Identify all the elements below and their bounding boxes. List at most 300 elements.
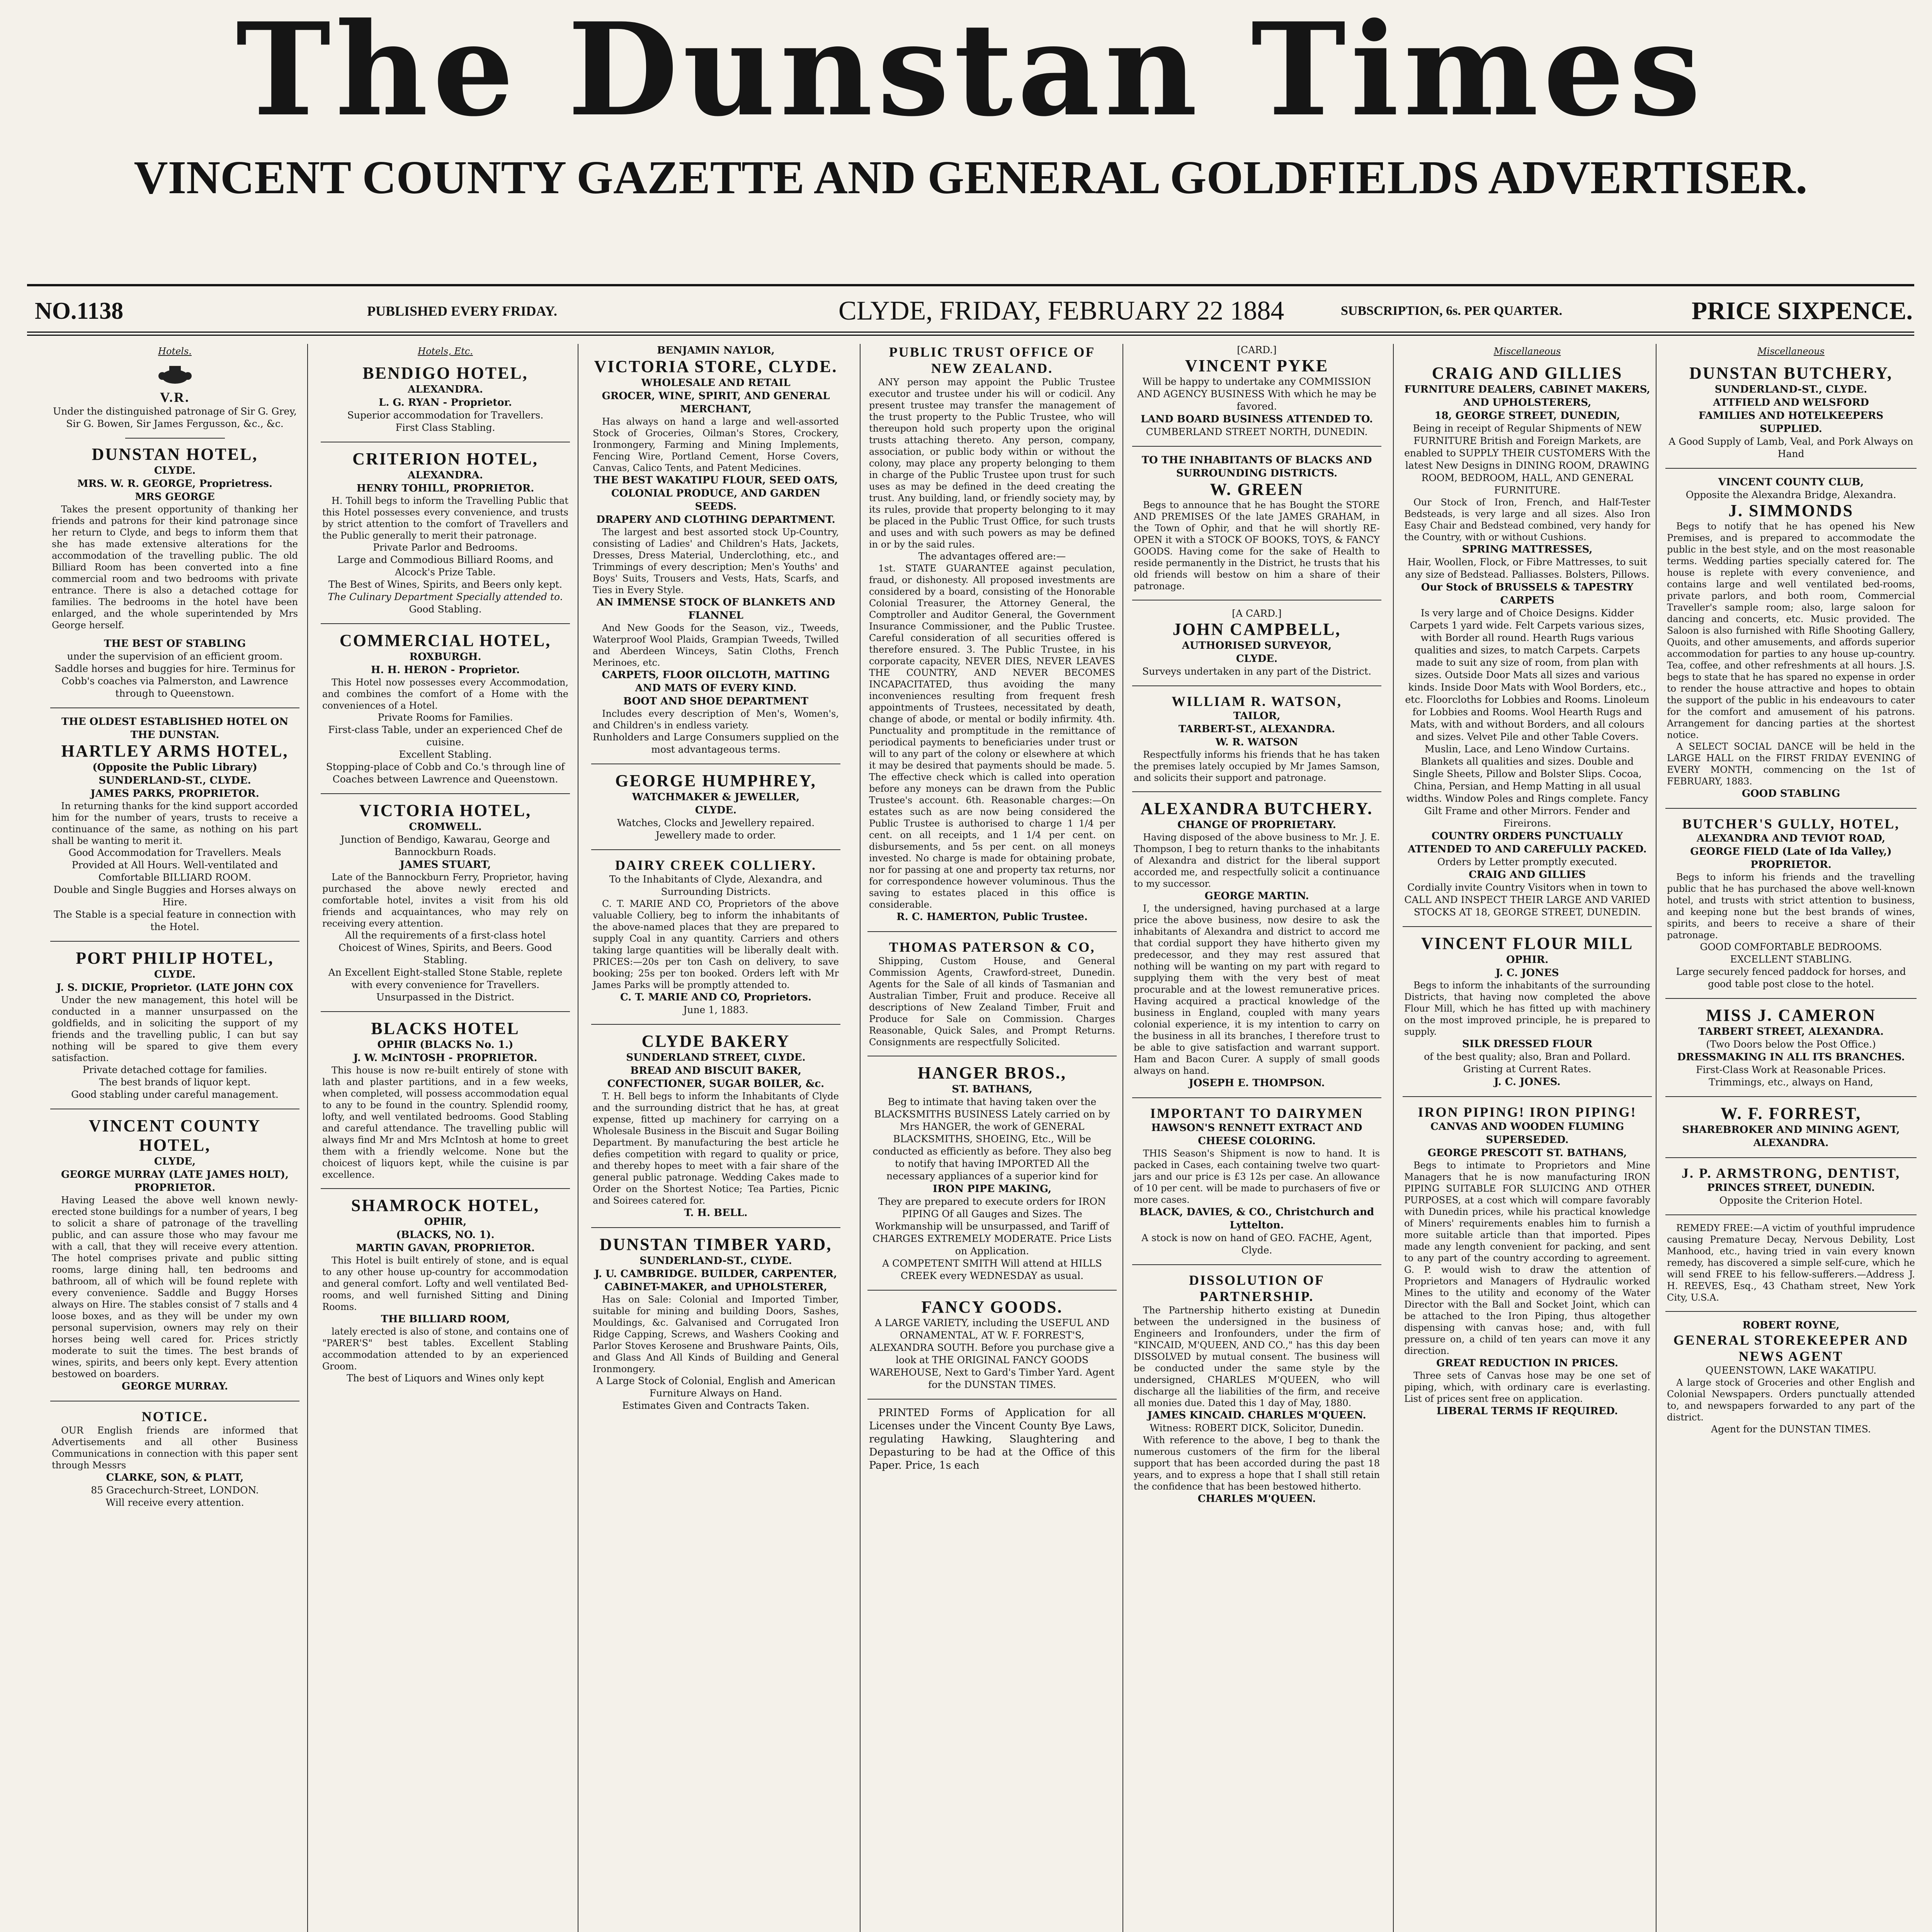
ad-title: THOMAS PATERSON & CO,	[889, 939, 1095, 955]
ad-signature: BLACK, DAVIES, & CO., Christchurch and Lyttelton.	[1139, 1206, 1374, 1231]
ad-body: Stopping-place of Cobb and Co.'s through line of Coaches between Lawrence and Queenstown.	[326, 761, 565, 785]
ad-proprietor: HENRY TOHILL, PROPRIETOR.	[356, 483, 534, 494]
ad-body: The Best of Wines, Spirits, and Beers only kept.	[328, 579, 563, 590]
newspaper-title: The Dunstan Times	[236, 0, 1706, 145]
ad-robert-royne	[1667, 1319, 1915, 1435]
ad-subheading: TAILOR,	[1233, 710, 1281, 722]
ad-body: An Excellent Eight-stalled Stone Stable, replete with every convenience for Travellers. Unsurpassed in the District.	[328, 967, 563, 1003]
ad-body: And New Goods for the Season, viz., Tweeds, Waterproof Wool Plaids, Grampian Tweeds, Twilled and Aberdeen Winceys, Satin Cloths, French Merinoes, etc.	[593, 622, 839, 668]
ad-body: Jewellery made to order.	[655, 830, 776, 841]
ad-subheading: SILK DRESSED FLOUR	[1462, 1038, 1592, 1050]
ad-body: First-Class Work at Reasonable Prices.	[1696, 1064, 1886, 1075]
ad-body: (Two Doors below the Post Office.)	[1706, 1039, 1876, 1050]
ad-subheading: THE BEST WAKATIPU FLOUR, SEED OATS, COLONIAL PRODUCE, AND GARDEN SEEDS.	[594, 474, 838, 512]
separator	[1665, 998, 1917, 999]
separator	[1403, 1096, 1652, 1097]
ad-proprietor: J. SIMMONDS	[1728, 501, 1854, 520]
ad-body: Having Leased the above well known newly-erected stone buildings for a number of years, I beg to solicit a share of patronage of the travelling public, and can assure those who may favour me with a call, that they will receive every attention. The hotel comprises private and public sitting rooms, large dining hall, ten bedrooms and bathroom, all of which will be found replete with every convenience. Saddle and Buggy Horses always on Hire. The stables consist of 7 stalls and 4 loose boxes, and as they will be under my own personal supervision, owners may rely on their horses being well cared for. Prices strictly moderate to suit the times. The best brands of wines, spirits, and beers only kept. Every attention bestowed on boarders.	[52, 1195, 298, 1379]
column-3	[591, 344, 840, 1932]
ad-place: SUNDERLAND-ST., CLYDE.	[1714, 384, 1867, 395]
ad-body: Will receive every attention.	[105, 1497, 244, 1508]
ad-place: SUNDERLAND-ST., CLYDE.	[639, 1255, 792, 1267]
ad-title: IMPORTANT TO DAIRYMEN	[1150, 1105, 1364, 1121]
ad-title: CRITERION HOTEL,	[352, 449, 538, 468]
ad-proprietor: JAMES PARKS, PROPRIETOR.	[90, 788, 259, 799]
ad-proprietor: MRS. W. R. GEORGE, Proprietress.	[77, 478, 273, 490]
column-1	[50, 344, 299, 1932]
ad-body: 1st. STATE GUARANTEE against peculation, fraud, or dishonesty. All proposed investments are considered by a board, consisting of the Honorable Colonial Treasurer, the Attorney General, the Comptroller and Auditor General, the Government Insurance Commissioner, and the Public Trustee. Careful consideration of all securities offered is therefore ensured. 3. The Public Trustee, in his corporate capacity, NEVER DIES, NEVER LEAVES THE COUNTRY, AND NEVER BECOMES INCAPACITATED, thus avoiding the many inconveniences resulting from frequent fresh appointments of Trustees, necessitated by death, change of abode, or mental or bodily infirmity. 4th. Punctuality and promptitude in the remittance of periodical payments to beneficiaries under trust or will to any part of the colony or elsewhere at which it may be desired that payments should be made. 5. The effective check which is called into operation before any moneys can be drawn from the Public Trustee's account. 6th. Reasonable charges:—On estates such as are now being considered the Public Trustee is authorised to charge 1 1/4 per cent. on all receipts, and 1 1/4 per cent. on disbursements, and 5s per cent. on all moneys invested. No charge is made for obtaining probate, nor for passing at one and property tax returns, nor for correspondence however voluminous. Thus the saving to estates placed in this office is considerable.	[869, 563, 1115, 910]
ad-bendigo-hotel	[322, 364, 568, 434]
ad-title: JOHN CAMPBELL,	[1172, 620, 1341, 639]
ad-title: VINCENT COUNTY CLUB,	[1718, 476, 1864, 488]
ad-dunstan-butchery	[1667, 364, 1915, 460]
ad-title: J. P. ARMSTRONG, DENTIST,	[1681, 1165, 1901, 1181]
ad-title: VICTORIA STORE, CLYDE.	[594, 357, 838, 376]
ad-place: (Opposite the Public Library) SUNDERLAND-ST., CLYDE.	[92, 762, 257, 786]
ad-body: A stock is now on hand of GEO. FACHE, Agent, Clyde.	[1141, 1232, 1372, 1256]
ad-place: TARBERT-ST., ALEXANDRA.	[1178, 723, 1335, 735]
price: PRICE SIXPENCE.	[1691, 297, 1913, 325]
ad-iron-piping	[1404, 1104, 1650, 1418]
ad-place: TARBERT STREET, ALEXANDRA.	[1698, 1026, 1884, 1037]
column-5	[1132, 344, 1381, 1932]
ad-body: Cordially invite Country Visitors when in town to CALL AND INSPECT THEIR LARGE AND VARIED STOCKS AT 18, GEORGE STREET, DUNEDIN.	[1404, 882, 1650, 918]
ad-body: Choicest of Wines, Spirits, and Beers. Good Stabling.	[338, 942, 552, 966]
ad-place: CLYDE.	[1236, 653, 1278, 665]
ad-body: Includes every description of Men's, Women's, and Children's in endless variety.	[593, 708, 839, 731]
ad-body: The advantages offered are:—	[918, 551, 1066, 562]
ad-dentist	[1667, 1165, 1915, 1207]
ad-dunstan-timber-yard	[593, 1235, 839, 1412]
ad-body: Being in receipt of Regular Shipments of NEW FURNITURE British and Foreign Markets, are enabled to SUPPLY THEIR CUSTOMERS With the latest New Designs in DINING ROOM, DRAWING ROOM, BEDROOM, HALL, AND GENERAL FURNITURE.	[1404, 423, 1650, 496]
column-6	[1403, 344, 1652, 1932]
separator	[50, 941, 299, 942]
column-divider	[307, 344, 308, 1932]
ad-address: PRINCES STREET, DUNEDIN.	[1707, 1182, 1875, 1194]
separator	[1403, 926, 1652, 927]
ad-body: Surveys undertaken in any part of the District.	[1142, 666, 1371, 677]
ad-body: Is very large and of Choice Designs. Kidder Carpets 1 yard wide. Felt Carpets various sizes, with Border all round. Hearth Rugs various qualities and sizes, to match Carpets. Carpets made to suit any size of room, from plan with sizes. Outside Door Mats all sizes and various kinds. Inside Door Mats with Wool Borders, etc., etc. Floorcloths for Lobbies and Rooms. Linoleum for Lobbies and Rooms. Wool Hearth Rugs and Mats, with and without Borders, and all colours and sizes. Velvet Pile and other Table Covers. Muslin, Lace, and Leno Window Curtains. Blankets all qualities and sizes. Double and Single Sheets, Pillow and Bolster Slips. Cocoa, China, Persian, and Hemp Matting in all usual widths. Window Poles and Rings complete. Fancy Gilt Frame and other Mirrors. Fender and Fireirons.	[1405, 607, 1650, 829]
ad-title: BENDIGO HOTEL,	[362, 364, 528, 383]
ad-subheading: CLARKE, SON, & PLATT,	[106, 1472, 244, 1483]
ad-body: Estimates Given and Contracts Taken.	[622, 1400, 810, 1411]
ad-blacks-hotel	[322, 1019, 568, 1180]
ad-body: A Large Stock of Colonial, English and American Furniture Always on Hand.	[596, 1375, 836, 1399]
ad-body: under the supervision of an efficient groom. Saddle horses and buggies for hire. Terminus for Cobb's coaches via Palmerston, and Lawrence through to Queenstown.	[54, 651, 295, 699]
ad-proprietor: J. W. McINTOSH - PROPRIETOR.	[353, 1052, 537, 1064]
ad-title: DAIRY CREEK COLLIERY.	[615, 857, 816, 873]
ad-subheading: BREAD AND BISCUIT BAKER, CONFECTIONER, SUGAR BOILER, &c.	[607, 1065, 825, 1090]
ad-body: A SELECT SOCIAL DANCE will be held in the LARGE HALL on the FIRST FRIDAY EVENING of EVERY MONTH, commencing on the 1st of FEBRUARY, 1883.	[1667, 741, 1915, 787]
ad-proprietor: J. U. CAMBRIDGE. BUILDER, CARPENTER, CABINET-MAKER, and UPHOLSTERER,	[594, 1268, 837, 1293]
ad-body: Has on Sale: Colonial and Imported Timber, suitable for mining and building Doors, Sashes, Mouldings, &c. Galvanised and Corrugated Iron Ridge Capping, Screws, and Washers Cooking and Parlor Stoves Kerosene and Brushware Paints, Oils, and Glass And All Kinds of Building and General Ironmongery.	[593, 1294, 839, 1374]
ad-subheading: GROCER, WINE, SPIRIT, AND GENERAL MERCHANT,	[602, 390, 830, 415]
separator	[1665, 468, 1917, 469]
newspaper-subtitle: VINCENT COUNTY GAZETTE AND GENERAL GOLDFIELDS ADVERTISER.	[134, 151, 1808, 204]
ad-body: REMEDY FREE:—A victim of youthful imprudence causing Premature Decay, Nervous Debility, Lost Manhood, etc., having tried in vain every known remedy, has discovered a simple self-cure, which he will send FREE to his fellow-sufferers.—Address J. H. REEVES, Esq., 43 Chatham street, New York City, U.S.A.	[1667, 1223, 1915, 1303]
ad-fancy-goods	[869, 1298, 1115, 1391]
ad-title: VINCENT PYKE	[1185, 356, 1329, 375]
ad-date: June 1, 1883.	[683, 1004, 748, 1015]
ad-body: First Class Stabling.	[395, 422, 495, 433]
ad-title: FANCY GOODS.	[921, 1298, 1063, 1316]
ad-subheading: CARPETS, FLOOR OILCLOTH, MATTING AND MATS OF EVERY KIND.	[602, 669, 830, 694]
ad-title: HANGER BROS.,	[918, 1063, 1066, 1082]
ad-place: ALEXANDRA.	[408, 384, 483, 395]
ad-title: DUNSTAN HOTEL,	[92, 445, 258, 464]
ad-body: Private detached cottage for families.	[82, 1064, 267, 1075]
ad-title: DUNSTAN BUTCHERY,	[1689, 364, 1893, 383]
separator	[867, 1399, 1117, 1400]
ad-title: VINCENT FLOUR MILL	[1421, 934, 1634, 953]
ad-subheading: WATCHMAKER & JEWELLER,	[632, 791, 800, 803]
column-heading: Miscellaneous	[1757, 346, 1825, 357]
ad-proprietor: J. C. JONES	[1495, 967, 1559, 979]
ad-body: Double and Single Buggies and Horses always on Hire.	[53, 884, 296, 908]
ad-body: Begs to inform his friends and the travelling public that he has purchased the above well-known hotel, and trusts with strict attention to business, and keeping none but the best brands of wines, spirits, and beers to receive a share of their patronage.	[1667, 872, 1915, 940]
column-heading: Hotels.	[158, 346, 192, 357]
ad-port-philip	[52, 949, 298, 1101]
ad-subheading: LAND BOARD BUSINESS ATTENDED TO.	[1140, 413, 1373, 425]
separator	[1132, 1097, 1381, 1098]
separator	[125, 438, 225, 439]
ad-body: Witness: ROBERT DICK, Solicitor, Dunedin.	[1150, 1422, 1364, 1434]
ad-subheading: THE BEST OF STABLING	[104, 638, 246, 650]
ad-subheading: DRAPERY AND CLOTHING DEPARTMENT.	[596, 514, 835, 526]
ad-place: QUEENSTOWN, LAKE WAKATIPU.	[1705, 1365, 1877, 1376]
ad-body: This Hotel is built entirely of stone, and is equal to any other house up-country for accommodation and general comfort. Lofty and well ventilated Bed-rooms, and well furnished Sitting and Dining Rooms.	[322, 1255, 568, 1312]
ad-vincent-pyke	[1134, 344, 1380, 438]
separator	[1132, 791, 1381, 792]
ad-body: Superior accommodation for Travellers.	[347, 410, 544, 421]
ad-body: This house is now re-built entirely of stone with lath and plaster partitions, and in a few weeks, when completed, will possess accommodation equal to any to be found in the country. Splendid roomy, lofty, and well ventilated bedrooms. Good Stabling and careful attendance. The travelling public will always find Mr and Mrs McIntosh at home to greet them with a friendly welcome. None but the choicest of liquors kept, while the cuisine is par excellence.	[322, 1065, 568, 1180]
ad-signature: T. H. BELL.	[684, 1207, 748, 1219]
ad-miss-cameron	[1667, 1006, 1915, 1088]
ad-body: Begs to inform the inhabitants of the surrounding Districts, that having now completed the above Flour Mill, which he has fitted up with machinery on the most improved principle, he is prepared to supply.	[1404, 980, 1650, 1037]
ad-subheading: BOOT AND SHOE DEPARTMENT	[623, 696, 808, 707]
ad-address: CUMBERLAND STREET NORTH, DUNEDIN.	[1146, 426, 1368, 437]
ad-title: HARTLEY ARMS HOTEL,	[61, 742, 289, 760]
ad-proprietor: MARTIN GAVAN, PROPRIETOR.	[355, 1242, 535, 1254]
ad-title: CLYDE BAKERY	[641, 1032, 790, 1051]
separator	[1665, 1157, 1917, 1158]
ad-proprietor: GEORGE FIELD (Late of Ida Valley,) PROPRIETOR.	[1690, 846, 1892, 871]
ad-body: of the best quality; also, Bran and Pollard. Gristing at Current Rates.	[1424, 1051, 1631, 1075]
ad-victoria-hotel	[322, 801, 568, 1003]
ad-body: The best of Liquors and Wines only kept	[347, 1372, 544, 1384]
ad-subheading: TO THE INHABITANTS OF BLACKS AND SURROUNDING DISTRICTS.	[1141, 454, 1372, 479]
ad-place: ALEXANDRA.	[408, 469, 483, 481]
ad-body: Excellent Stabling.	[399, 749, 492, 760]
ad-body: H. Tohill begs to inform the Travelling Public that this Hotel possesses every convenience, and trusts by strict attention to the comfort of Travellers and the Public generally to merit their patronage.	[322, 495, 568, 541]
ad-proprietor: JAMES STUART,	[400, 859, 491, 871]
ad-place: CLYDE.	[695, 804, 737, 816]
ad-title: COMMERCIAL HOTEL,	[339, 631, 551, 650]
ad-address: 85 Gracechurch-Street, LONDON.	[91, 1485, 259, 1496]
ad-body: In returning thanks for the kind support accorded him for the number of years, trusts to receive a continuance of the same, as nothing on his part shall be wanting to merit it.	[52, 801, 298, 846]
ad-hanger-bros	[869, 1063, 1115, 1282]
ad-remedy-free	[1667, 1222, 1915, 1303]
ad-subheading: Our Stock of BRUSSELS & TAPESTRY CARPETS	[1421, 582, 1634, 606]
vr-mark: V.R.	[160, 389, 190, 405]
ad-george-humphrey	[593, 771, 839, 842]
ad-clyde-bakery	[593, 1032, 839, 1219]
ad-body: Takes the present opportunity of thanking her friends and patrons for their kind patronage since her return to Clyde, and begs to inform them that she has made extensive alterations for the accommodation of the travelling public. The old Billiard Room has been converted into a fine commercial room and two bedrooms with private entrance. There is also a detached cottage for families. The bedrooms in the hotel have been enlarged, and the whole superintended by Mrs George herself.	[52, 504, 298, 631]
issue-number: NO.1138	[35, 298, 124, 324]
ad-body: A large stock of Groceries and other English and Colonial Newspapers. Orders punctually attended to, and newspapers forwarded to any part of the district.	[1667, 1377, 1915, 1423]
ad-body: Three sets of Canvas hose may be one set of piping, which, with ordinary care is everlasting. List of prices sent free on application.	[1404, 1370, 1650, 1404]
column-divider	[1122, 344, 1123, 1932]
ad-body: Begs to intimate to Proprietors and Mine Managers that he is now manufacturing IRON PIPING SUITABLE FOR SLUICING AND OTHER PURPOSES, at a cost which will compare favorably with Dunedin prices, while his practical knowledge of Miners' requirements enables him to furnish a more suitable article than that imported. Pipes made any length convenient for packing, and sent to any part of the country according to agreement. G. P. would wish to draw the attention of Proprietors and Managers of Hydraulic worked Mines to the utility and economy of the Water Director with the Ball and Socket Joint, which can be attached to the Iron Piping, thus altogether dispensing with canvas hose; and, with full pressure on, a child of ten years can move it any direction.	[1404, 1160, 1650, 1356]
ad-place: OPHIR.	[1506, 954, 1549, 966]
ad-title: ALEXANDRA BUTCHERY.	[1140, 799, 1373, 818]
ad-body: A LARGE VARIETY, including the USEFUL AND ORNAMENTAL, AT W. F. FORREST'S, ALEXANDRA SOUTH. Before you purchase give a look at THE ORIGINAL FANCY GOODS WAREHOUSE, Next to Gard's Timber Yard. Agent for the DUNSTAN TIMES.	[869, 1317, 1115, 1390]
ad-subheading: AUTHORISED SURVEYOR,	[1182, 640, 1332, 651]
ad-subheading: IRON PIPE MAKING,	[932, 1183, 1052, 1195]
ad-signature: W. R. WATSON	[1215, 736, 1298, 748]
ad-proprietor: ATTFIELD AND WELSFORD	[1713, 397, 1869, 408]
ad-subheading: HAWSON'S RENNETT EXTRACT AND CHEESE COLORING.	[1151, 1122, 1362, 1147]
separator	[1665, 1096, 1917, 1097]
column-4	[867, 344, 1117, 1932]
ad-body: C. T. MARIE AND CO, Proprietors of the above valuable Colliery, beg to inform the inhabitants of the above-named places that they are prepared to supply Coal in any quantity. Carriers and others taking large quantities will be liberally dealt with. PRICES:—20s per ton Cash on delivery, to save booking; 25s per ton booked. Orders left with Mr James Parks will be promptly attended to.	[593, 898, 839, 990]
ad-public-trust-office	[869, 344, 1115, 923]
ad-address: 18, GEORGE STREET, DUNEDIN,	[1434, 410, 1620, 422]
ad-signature: JOSEPH E. THOMPSON.	[1189, 1077, 1325, 1089]
ad-subheading: WHOLESALE AND RETAIL	[641, 377, 791, 389]
ad-body: Will be happy to undertake any COMMISSION AND AGENCY BUSINESS With which he may be favored.	[1137, 376, 1377, 412]
ad-body: Begs to notify that he has opened his New Premises, and is prepared to accommodate the public in the best style, and on the most reasonable terms. Wedding parties specially catered for. The house is replete with every convenience, and contains large and well ventilated bed-rooms, private parlors, and both room, Commercial Traveller's sample room; also, large saloon for dancing and concerts, etc. Music provided. The Saloon is also furnished with Rifle Shooting Gallery, Quoits, and other amusements, and affords superior accommodation for parties to any house up-country. Tea, coffee, and other refreshments at all hours. J.S. begs to state that he has spared no expense in order to render the house attractive and hopes to obtain the support of the public in his endeavours to cater for the comfort and amusement of his patrons. Arrangement for dancing parties at the shortest notice.	[1667, 521, 1915, 740]
ad-body: Good Stabling.	[409, 604, 482, 615]
ad-body: With reference to the above, I beg to thank the numerous customers of the firm for the liberal support that has been accorded during the past 18 years, and to express a hope that I shall still retain the confidence that has been bestowed hitherto.	[1134, 1435, 1380, 1492]
ad-body: The Stable is a special feature in connection with the Hotel.	[53, 909, 296, 932]
ad-place: CROMWELL.	[409, 821, 482, 833]
column-divider	[860, 344, 861, 1932]
patronage-text: Under the distinguished patronage of Sir G. Grey, Sir G. Bowen, Sir James Fergusson, &c., &c.	[53, 406, 297, 429]
separator	[50, 707, 299, 708]
ad-proprietor: GEORGE PRESCOTT ST. BATHANS,	[1427, 1147, 1627, 1159]
ad-subheading: FAMILIES AND HOTELKEEPERS SUPPLIED.	[1698, 410, 1884, 435]
separator	[591, 849, 840, 850]
ad-title: MISS J. CAMERON	[1706, 1006, 1876, 1025]
ad-body: I, the undersigned, having purchased at a large price the above business, now desire to ask the inhabitants of Alexandra and district to accord me that cordial support they have hitherto given my predecessor, and they may rest assured that nothing will be wanting on my part with regard to supplying them with the very best of meat procurable and at the lowest remunerative prices. Having acquired a practical knowledge of the business in England, coupled with many years colonial experience, it is my intention to carry on the business in all its branches, I therefore trust to be able to give satisfaction and warrant support. Ham and Bacon Curer. A supply of small goods always on hand.	[1134, 903, 1380, 1076]
ad-craig-and-gillies	[1404, 364, 1650, 918]
separator	[1132, 446, 1381, 447]
ad-body: The best brands of liquor kept.	[99, 1077, 251, 1088]
ad-important-to-dairymen	[1134, 1105, 1380, 1257]
separator	[321, 1188, 570, 1189]
ad-body: The Partnership hitherto existing at Dunedin between the undersigned in the business of Engineers and Ironfounders, under the firm of "KINCAID, M'QUEEN, AND CO.," has this day been DISSOLVED by mutual consent. The business will be conducted under the same style by the undersigned, CHARLES M'QUEEN, who will discharge all the liabilities of the firm, and receive all monies due. Dated this 1 day of May, 1880.	[1134, 1305, 1380, 1408]
ad-body: Having disposed of the above business to Mr. J. E. Thompson, I beg to return thanks to the inhabitants of Alexandra and district for the liberal support accorded me, and respectfully solicit a continuance to my successor.	[1134, 832, 1380, 889]
ad-proprietor: ROBERT ROYNE,	[1742, 1320, 1840, 1331]
ad-body: Good Accommodation for Travellers. Meals Provided at All Hours. Well-ventilated and Comfortable BILLIARD ROOM.	[68, 847, 281, 883]
ad-alexandra-butchery	[1134, 799, 1380, 1090]
ad-body: A COMPETENT SMITH Will attend at HILLS CREEK every WEDNESDAY as usual.	[882, 1258, 1102, 1281]
ad-body: Watches, Clocks and Jewellery repaired.	[617, 817, 815, 828]
ad-body: Private Rooms for Families.	[378, 712, 513, 723]
ad-place: OPHIR,	[424, 1216, 467, 1228]
ad-criterion-hotel	[322, 449, 568, 616]
ad-title: IRON PIPING! IRON PIPING!	[1418, 1104, 1637, 1120]
ad-body: Our Stock of Iron, French, and Half-Tester Bedsteads, is very large and all sizes. Also Iron Easy Chair and Bedstead combined, very handy for the Country, with or without Cushions.	[1404, 497, 1650, 543]
ad-vincent-county-club	[1667, 476, 1915, 800]
ad-body: GOOD COMFORTABLE BEDROOMS.	[1700, 941, 1882, 952]
dateline: CLYDE, FRIDAY, FEBRUARY 22 1884	[838, 296, 1284, 326]
ad-subheading: COUNTRY ORDERS PUNCTUALLY ATTENDED TO AND CAREFULLY PACKED.	[1408, 830, 1647, 855]
ad-john-campbell	[1134, 607, 1380, 678]
ad-body: Private Parlor and Bedrooms.	[373, 542, 518, 553]
ad-subheading: THE BILLIARD ROOM,	[381, 1313, 510, 1325]
info-bottom-rule-2	[27, 335, 1914, 336]
ad-victoria-store	[593, 344, 839, 756]
ad-subheading: CANVAS AND WOODEN FLUMING SUPERSEDED.	[1430, 1121, 1624, 1146]
ad-title: BLACKS HOTEL	[371, 1019, 520, 1038]
ad-body: PRINTED Forms of Application for all Licenses under the Vincent County Bye Laws, regulating Hawking, Slaughtering and Depasturing to be had at the Office of this Paper. Price, 1s each	[869, 1407, 1115, 1471]
ad-title: W. GREEN	[1210, 480, 1304, 499]
ad-body: Respectfully informs his friends that he has taken the premises lately occupied by Mr James Samson, and solicits their support and patronage.	[1134, 749, 1380, 783]
separator	[867, 1290, 1117, 1291]
ad-title: CRAIG AND GILLIES	[1432, 364, 1623, 383]
ad-signature: C. T. MARIE AND CO, Proprietors.	[620, 992, 812, 1003]
crest-icon	[154, 364, 196, 387]
ad-dissolution-of-partnership	[1134, 1272, 1380, 1505]
ad-title: GEORGE HUMPHREY,	[615, 771, 816, 790]
ad-shamrock-hotel	[322, 1196, 568, 1384]
ad-card-label: [A CARD.]	[1232, 608, 1282, 619]
ad-body: Large and Commodious Billiard Rooms, and Alcock's Prize Table.	[337, 554, 554, 578]
ad-proprietor: BENJAMIN NAYLOR,	[657, 345, 775, 356]
ad-body: ANY person may appoint the Public Trustee executor and trustee under his will or codicil. Any present trustee may transfer the management of the trust property to the Public Trustee, who will thereupon hold such property upon the original trusts attaching thereto. Any person, company, association, or public body within or without the colony, may place any property belonging to them in charge of the Public Trustee upon trust for such uses as may be defined in the deed creating the trust. Any building, land, or friendly society may, by its rules, provide that property belonging to it may be placed in the Public Trust Office, for such trusts and uses and with such powers as may be defined in or by the said rules.	[869, 377, 1115, 550]
ad-body: This Hotel now possesses every Accommodation, and combines the comfort of a Home with the conveniences of a Hotel.	[322, 677, 568, 711]
ad-thomas-paterson	[869, 939, 1115, 1048]
ad-body: Orders by Letter promptly executed.	[1437, 856, 1617, 867]
masthead	[0, 0, 1932, 204]
ad-butchers-gully-hotel	[1667, 816, 1915, 990]
ad-title: GENERAL STOREKEEPER AND NEWS AGENT	[1673, 1332, 1909, 1364]
subscription: SUBSCRIPTION, 6s. PER QUARTER.	[1341, 304, 1563, 318]
ad-place: SUNDERLAND STREET, CLYDE.	[626, 1052, 806, 1063]
ad-subheading: GREAT REDUCTION IN PRICES.	[1436, 1357, 1618, 1369]
ad-place: CLYDE,	[154, 1156, 196, 1167]
separator	[591, 1227, 840, 1228]
ad-dairy-creek-colliery	[593, 857, 839, 1016]
separator	[591, 1024, 840, 1025]
ad-body: Under the new management, this hotel will be conducted in a manner unsurpassed on the goldfields, and in soliciting the support of my friends and the travelling public, I can but say nothing will be spared to give them every satisfaction.	[52, 995, 298, 1063]
ad-place: Opposite the Alexandra Bridge, Alexandra.	[1685, 489, 1896, 500]
ad-vincent-flour-mill	[1404, 934, 1650, 1088]
separator	[1132, 685, 1381, 686]
ad-signature: JAMES KINCAID. CHARLES M'QUEEN.	[1147, 1410, 1366, 1421]
ad-signature: CRAIG AND GILLIES	[1468, 869, 1586, 881]
ad-body: The Culinary Department Specially attended to.	[328, 591, 563, 602]
separator	[321, 1011, 570, 1012]
top-rule	[27, 284, 1914, 286]
ad-subheading: SHAREBROKER AND MINING AGENT, ALEXANDRA.	[1682, 1124, 1900, 1149]
ad-w-f-forrest	[1667, 1104, 1915, 1150]
ad-commercial-hotel	[322, 631, 568, 786]
ad-title: NOTICE.	[141, 1409, 208, 1424]
ad-body: Shipping, Custom House, and General Commission Agents, Crawford-street, Dunedin. Agents for the Sale of all kinds of Tasmanian and Australian Timber, Fruit and produce. Receive all descriptions of New Zealand Timber, Fruit and Produce for Sale on Commission. Charges Reasonable, Quick Sales, and Prompt Returns. Consignments are respectfully Solicited.	[869, 956, 1115, 1048]
ad-subheading: GOOD STABLING	[1742, 788, 1840, 799]
ad-subheading: SPRING MATTRESSES,	[1462, 544, 1593, 555]
ad-title: DISSOLUTION OF PARTNERSHIP.	[1189, 1272, 1325, 1304]
ad-subheading: AN IMMENSE STOCK OF BLANKETS AND FLANNEL	[596, 597, 835, 621]
issue-info-bar	[35, 294, 1913, 328]
separator	[1132, 1264, 1381, 1265]
separator	[1665, 1214, 1917, 1215]
ad-title: VICTORIA HOTEL,	[359, 801, 532, 820]
ad-william-watson	[1134, 693, 1380, 784]
ad-title: VINCENT COUNTY HOTEL,	[88, 1116, 261, 1155]
ad-body: Hair, Woollen, Flock, or Fibre Mattresses, to suit any size of Bedstead. Palliasses. Bolsters, Pillows.	[1405, 556, 1650, 580]
ad-card-label: [CARD.]	[1237, 344, 1277, 355]
ad-body: THIS Season's Shipment is now to hand. It is packed in Cases, each containing twelve two quart-jars and our price is £3 12s per case. An allowance of 10 per cent. will be made to purchasers of five or more cases.	[1134, 1148, 1380, 1205]
ad-subheading: FURNITURE DEALERS, CABINET MAKERS, AND UPHOLSTERERS,	[1404, 384, 1650, 408]
ad-body: The largest and best assorted stock Up-Country, consisting of Ladies' and Children's Hats, Jackets, Dresses, Dress Material, Underclothing, etc., and Trimmings of every description; Men's Youths' and Boys' Suits, Trousers and Vests, Hats, Scarfs, and Ties in Every Style.	[593, 527, 839, 595]
ad-vincent-county-hotel	[52, 1116, 298, 1393]
ad-body: They are prepared to execute orders for IRON PIPING Of all Gauges and Sizes. The Workmanship will be unsurpassed, and Tariff of CHARGES EXTREMELY MODERATE. Price Lists on Application.	[872, 1196, 1112, 1257]
published-frequency: PUBLISHED EVERY FRIDAY.	[367, 303, 557, 319]
ad-proprietor: L. G. RYAN - Proprietor.	[379, 397, 512, 408]
ad-body: Begs to announce that he has Bought the STORE AND PREMISES Of the late JAMES GRAHAM, in the Town of Ophir, and that he will shortly RE-OPEN it with a STOCK OF BOOKS, TOYS, & FANCY GOODS. Having come for the sake of Health to reside permanently in the District, he trusts that his old friends will bestow on him a share of their patronage.	[1134, 500, 1380, 592]
ad-place: (BLACKS, NO. 1).	[396, 1229, 495, 1241]
ad-body: T. H. Bell begs to inform the Inhabitants of Clyde and the surrounding district that he has, at great expense, fitted up machinery for carrying on a Wholesale Business in the Biscuit and Sugar Boiling Department. By manufacturing the best article he defies competition with regard to quality or price, and thereby hopes to meet with a fair share of the general public patronage. Wedding Cakes made to Order on the Shortest Notice; Tea Parties, Picnic and Soirees catered for.	[593, 1091, 839, 1206]
separator	[321, 793, 570, 794]
ad-place: ALEXANDRA AND TEVIOT ROAD,	[1696, 833, 1886, 844]
ad-body: Good stabling under careful management.	[71, 1089, 279, 1100]
ad-place: ROXBURGH.	[409, 651, 481, 663]
ad-body: Large securely fenced paddock for horses, and good table post close to the hotel.	[1676, 966, 1906, 990]
ad-signature: J. C. JONES.	[1494, 1076, 1561, 1088]
info-bottom-rule	[27, 332, 1914, 333]
ad-title: WILLIAM R. WATSON,	[1172, 694, 1342, 709]
ad-subheading: CHANGE OF PROPRIETARY.	[1177, 819, 1336, 831]
ad-body: EXCELLENT STABLING.	[1730, 954, 1852, 965]
ad-printed-forms	[869, 1406, 1115, 1472]
ad-body: lately erected is also of stone, and contains one of "PARER'S" best tables. Excellent Stabling accommodation attended to by an experienced Groom.	[322, 1326, 568, 1372]
ad-subheading: LIBERAL TERMS IF REQUIRED.	[1436, 1405, 1618, 1417]
ad-title: PORT PHILIP HOTEL,	[76, 949, 274, 968]
ad-dunstan-hotel	[52, 445, 298, 700]
royal-arms-notice	[52, 364, 298, 430]
ad-title: SHAMROCK HOTEL,	[351, 1196, 540, 1215]
ad-body: Opposite the Criterion Hotel.	[1719, 1195, 1863, 1206]
ad-place: OPHIR (BLACKS No. 1.)	[377, 1039, 514, 1051]
ad-proprietor: J. S. DICKIE, Proprietor. (LATE JOHN COX	[56, 982, 294, 993]
ad-place: ST. BATHANS,	[952, 1083, 1032, 1095]
ad-subheading: THE OLDEST ESTABLISHED HOTEL ON THE DUNSTAN.	[61, 716, 289, 741]
ad-signature: GEORGE MARTIN.	[1204, 890, 1309, 902]
ad-title: BUTCHER'S GULLY, HOTEL,	[1682, 816, 1900, 832]
separator	[321, 623, 570, 624]
ad-body: Junction of Bendigo, Kawarau, George and Bannockburn Roads.	[340, 834, 550, 857]
ad-proprietor: H. H. HERON - Proprietor.	[371, 664, 520, 676]
separator	[867, 931, 1117, 932]
column-7	[1665, 344, 1917, 1932]
ad-w-green	[1134, 454, 1380, 592]
ad-body: Has always on hand a large and well-assorted Stock of Groceries, Oilman's Stores, Crockery, Ironmongery, Farming and Mining Implements, Fencing Wire, Portland Cement, Horse Covers, Canvas, Calico Tents, and Patent Medicines.	[593, 416, 839, 473]
ad-signature: GEORGE MURRAY.	[121, 1381, 228, 1392]
ad-body: All the requirements of a first-class hotel	[345, 930, 546, 941]
ad-subheading: DRESSMAKING IN ALL ITS BRANCHES.	[1677, 1051, 1905, 1063]
ad-body: Agent for the DUNSTAN TIMES.	[1711, 1423, 1871, 1435]
ad-place: CLYDE.	[154, 465, 196, 476]
ad-body: First-class Table, under an experienced Chef de cuisine.	[328, 724, 563, 748]
column-2	[321, 344, 570, 1932]
ad-subheading: MRS GEORGE	[135, 491, 215, 503]
ad-body: OUR English friends are informed that Advertisements and all other Business Communications in connection with this paper sent through Messrs	[52, 1425, 298, 1471]
ad-title: DUNSTAN TIMBER YARD,	[599, 1235, 832, 1254]
